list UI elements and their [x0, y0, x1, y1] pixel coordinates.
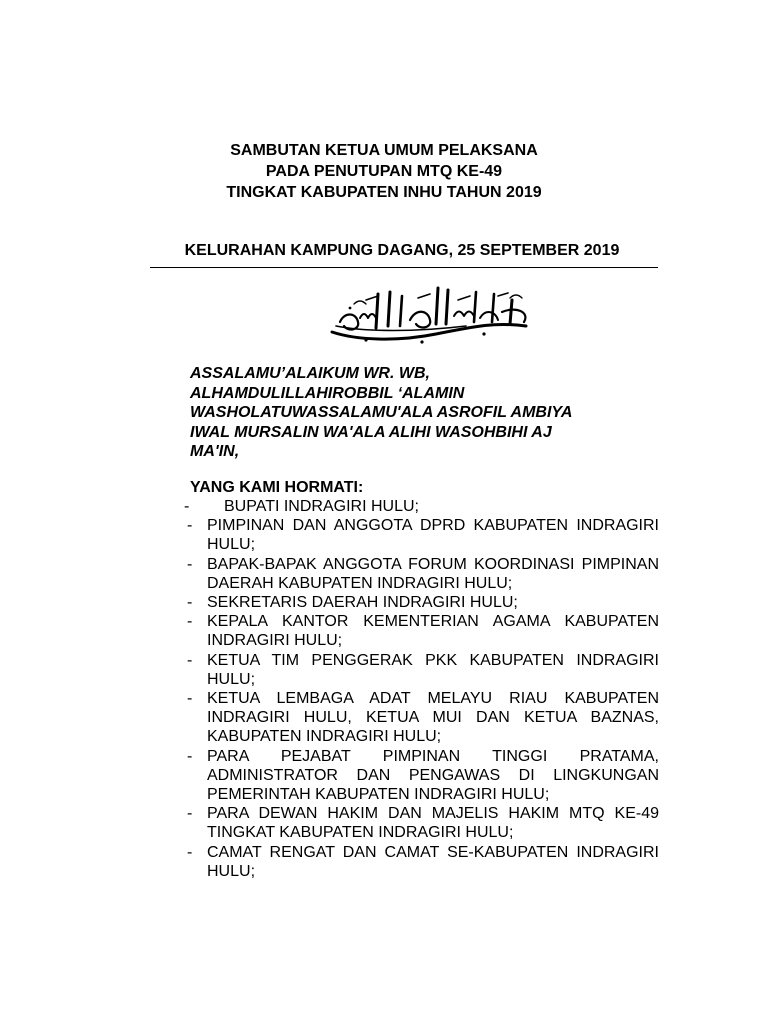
- greeting-line-3: WASHOLATUWASSALAMU'ALA ASROFIL AMBIYA: [190, 404, 573, 421]
- title-divider: [150, 267, 658, 268]
- bullet-dash: -: [184, 498, 190, 515]
- list-item: [183, 612, 659, 650]
- recipient-text: BUPATI INDRAGIRI HULU;: [224, 498, 419, 515]
- list-item: [183, 516, 659, 554]
- title-line-2: PADA PENUTUPAN MTQ KE-49: [265, 163, 503, 180]
- opening-greeting: [190, 364, 660, 462]
- recipient-text: BAPAK-BAPAK ANGGOTA FORUM KOORDINASI PIMPINAN DAERAH KABUPATEN INDRAGIRI HULU;: [207, 555, 659, 592]
- recipient-text: PARA PEJABAT PIMPINAN TINGGI PRATAMA, ADMINISTRATOR DAN PENGAWAS DI LINGKUNGAN PEMERINTAH KABUPATEN INDRAGIRI HULU;: [207, 747, 659, 804]
- bullet-dash: -: [187, 690, 193, 708]
- recipient-list: [183, 497, 659, 881]
- recipient-text: SEKRETARIS DAERAH INDRAGIRI HULU;: [207, 594, 518, 612]
- recipient-text: CAMAT RENGAT DAN CAMAT SE-KABUPATEN INDRAGIRI HULU;: [207, 843, 659, 880]
- bullet-dash: -: [187, 651, 193, 669]
- title-line-1: SAMBUTAN KETUA UMUM PELAKSANA: [230, 142, 538, 159]
- greeting-line-4: IWAL MURSALIN WA'ALA ALIHI WASOHBIHI AJ: [190, 423, 552, 441]
- title-line-3: TINGKAT KABUPATEN INHU TAHUN 2019: [226, 184, 542, 201]
- list-item: [183, 497, 659, 516]
- bullet-dash: -: [187, 805, 193, 823]
- bullet-dash: -: [187, 747, 193, 765]
- list-item: [183, 651, 659, 689]
- bullet-dash: -: [187, 555, 193, 573]
- bullet-dash: -: [187, 517, 193, 535]
- list-item: [183, 747, 659, 805]
- recipient-text: KETUA TIM PENGGERAK PKK KABUPATEN INDRAGIRI HULU;: [207, 651, 659, 688]
- bullet-dash: -: [187, 613, 193, 631]
- honor-heading: YANG KAMI HORMATI:: [190, 479, 364, 496]
- recipient-text: KEPALA KANTOR KEMENTERIAN AGAMA KABUPATEN INDRAGIRI HULU;: [207, 613, 659, 650]
- list-item: [183, 804, 659, 842]
- recipient-text: KETUA LEMBAGA ADAT MELAYU RIAU KABUPATEN INDRAGIRI HULU, KETUA MUI DAN KETUA BAZNAS, KABUPATEN INDRAGIRI HULU;: [207, 690, 659, 746]
- greeting-line-2: ALHAMDULILLAHIROBBIL ‘ALAMIN: [190, 384, 465, 402]
- place-date-line: KELURAHAN KAMPUNG DAGANG, 25 SEPTEMBER 2019: [184, 242, 620, 259]
- bullet-dash: -: [187, 594, 193, 612]
- list-item: [183, 555, 659, 593]
- speech-title: [0, 140, 768, 203]
- recipient-text: PARA DEWAN HAKIM DAN MAJELIS HAKIM MTQ KE-49 TINGKAT KABUPATEN INDRAGIRI HULU;: [207, 805, 659, 842]
- recipient-text: PIMPINAN DAN ANGGOTA DPRD KABUPATEN INDRAGIRI HULU;: [207, 517, 659, 554]
- list-item: [183, 843, 659, 881]
- list-item: [183, 689, 659, 747]
- greeting-line-5: MA'IN,: [190, 443, 240, 460]
- greeting-line-1: ASSALAMU’ALAIKUM WR. WB,: [190, 365, 430, 382]
- list-item: [183, 593, 659, 612]
- basmala-calligraphy: [326, 282, 534, 348]
- bullet-dash: -: [187, 843, 193, 861]
